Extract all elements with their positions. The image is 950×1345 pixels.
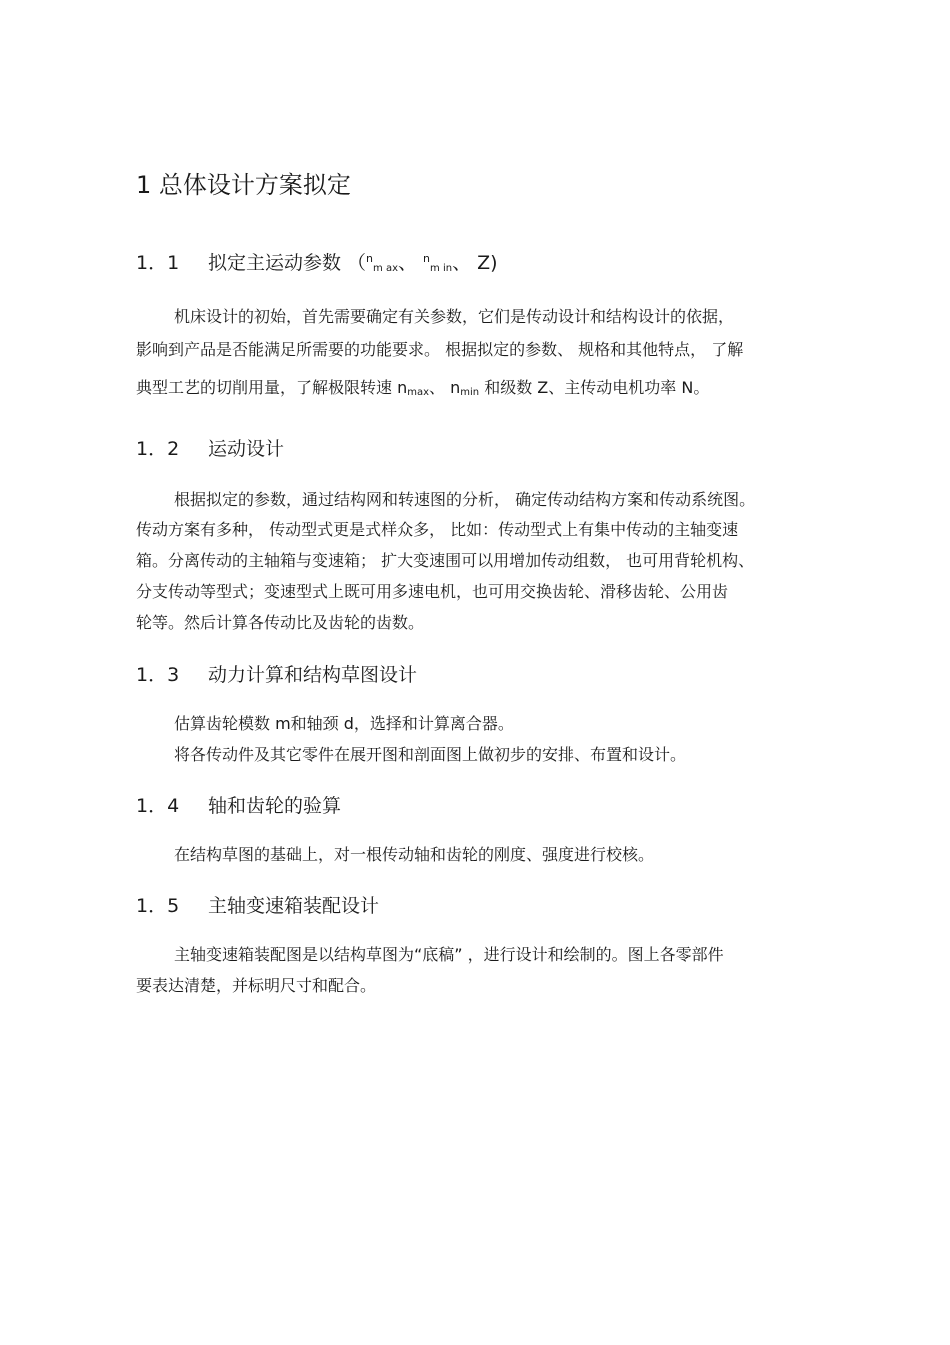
max-subscript: m ax [373,263,398,274]
min-subscript: m in [430,263,453,274]
separator: 、 [398,252,424,274]
section-1-3-title: 动力计算和结构草图设计 [208,664,418,686]
paragraph-line: 箱。分离传动的主轴箱与变速箱； 扩大变速围可以用增加传动组数， 也可用背轮机构、 [136,551,755,570]
paragraph-line: 分支传动等型式；变速型式上既可用多速电机，也可用交换齿轮、滑移齿轮、公用齿 [136,582,729,601]
section-1-1-number: 1．1 [136,252,180,274]
paragraph-line: 要表达清楚，并标明尺寸和配合。 [136,976,377,995]
n-symbol: n [423,252,431,265]
separator: 、 Z) [452,252,498,274]
section-1-1-title: 拟定主运动参数 （ [208,252,367,274]
section-1-title: 1 总体设计方案拟定 [136,171,351,199]
paragraph-line: 主轴变速箱装配图是以结构草图为“底稿” ，进行设计和绘制的。图上各零部件 [174,945,724,964]
section-1-3-heading [136,662,417,688]
n-symbol: n [366,252,374,265]
text-run: 和级数 Z、主传动电机功率 N。 [479,378,710,397]
paragraph-line: 传动方案有多种， 传动型式更是式样众多， 比如：传动型式上有集中传动的主轴变速 [136,520,739,539]
text-run: 典型工艺的切削用量，了解极限转速 n [136,378,408,397]
paragraph-line: 影响到产品是否能满足所需要的功能要求。 根据拟定的参数、 规格和其他特点， 了解 [136,340,744,359]
section-1-2-heading [136,436,284,462]
section-1-5-heading [136,893,379,919]
section-1-4-title: 轴和齿轮的验算 [208,795,342,817]
section-1-5-number: 1．5 [136,895,180,917]
paragraph-line: 在结构草图的基础上，对一根传动轴和齿轮的刚度、强度进行校核。 [174,845,655,864]
section-1-3-number: 1．3 [136,664,180,686]
paragraph-line: 根据拟定的参数，通过结构网和转速图的分析， 确定传动结构方案和传动系统图。 [174,490,756,509]
paragraph-line: 将各传动件及其它零件在展开图和剖面图上做初步的安排、布置和设计。 [174,745,687,764]
section-1-4-heading [136,793,341,819]
section-1-1-heading [136,246,498,282]
paragraph-line: 机床设计的初始，首先需要确定有关参数，它们是传动设计和结构设计的依据， [174,307,735,326]
section-1-4-number: 1．4 [136,795,180,817]
max-subscript: max [407,387,430,398]
section-1-5-title: 主轴变速箱装配设计 [208,895,380,917]
paragraph-line: 估算齿轮模数 m和轴颈 d，选择和计算离合器。 [174,714,514,733]
min-subscript: min [460,387,480,398]
paragraph-line: 轮等。然后计算各传动比及齿轮的齿数。 [136,613,425,632]
paragraph-line [136,377,709,404]
text-run: 、 n [429,378,461,397]
section-1-2-title: 运动设计 [208,438,285,460]
section-1-2-number: 1．2 [136,438,180,460]
